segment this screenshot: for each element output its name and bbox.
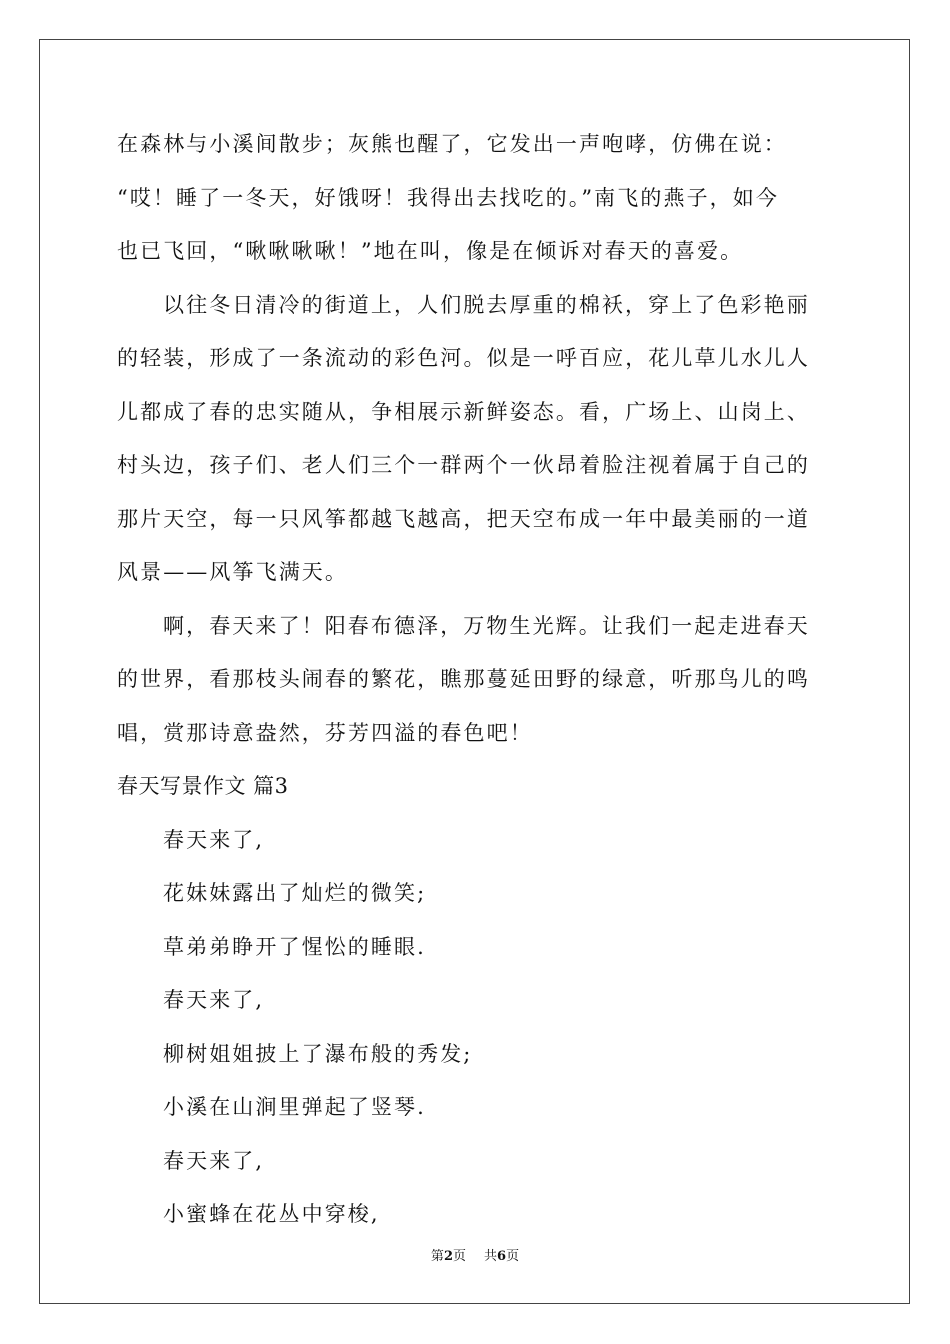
paragraph-line: 唱，赏那诗意盎然，芬芳四溢的春色吧！ [117, 720, 533, 745]
poem-line: 小溪在山涧里弹起了竖琴. [163, 1095, 426, 1119]
paragraph-line: 儿都成了春的忠实随从，争相展示新鲜姿态。看，广场上、山岗上、 [117, 399, 810, 424]
paragraph-line: 的世界，看那枝头闹春的繁花，瞧那蔓延田野的绿意，听那鸟儿的鸣 [117, 667, 810, 691]
poem-line: 春天来了, [163, 827, 265, 852]
page-suffix: 页 [452, 1249, 466, 1264]
document-body [117, 130, 837, 1254]
paragraph-line: 风景——风筝飞满天。 [117, 560, 348, 584]
poem-line: 春天来了, [163, 1148, 265, 1173]
paragraph-line: 以往冬日清冷的街道上，人们脱去厚重的棉袄，穿上了色彩艳丽 [163, 292, 810, 317]
page-prefix: 第 [430, 1249, 444, 1264]
poem-line: 小蜜蜂在花丛中穿梭, [163, 1202, 380, 1226]
page-footer [0, 1249, 950, 1265]
poem-line: 春天来了, [163, 988, 265, 1012]
paragraph-line: 那片天空，每一只风筝都越飞越高，把天空布成一年中最美丽的一道 [117, 506, 810, 531]
poem-line: 柳树姐姐披上了瀑布般的秀发; [163, 1041, 473, 1066]
total-prefix: 共 [484, 1249, 498, 1264]
paragraph-line: 的轻装，形成了一条流动的彩色河。似是一呼百应，花儿草儿水儿人 [117, 346, 810, 370]
total-pages: 6 [497, 1249, 507, 1264]
poem-line: 花妹妹露出了灿烂的微笑; [163, 881, 427, 905]
section-heading: 春天写景作文 篇3 [117, 774, 289, 798]
paragraph-line: 在森林与小溪间散步；灰熊也醒了，它发出一声咆哮，仿佛在说： [117, 132, 787, 156]
page-number: 2 [443, 1249, 453, 1264]
total-suffix: 页 [506, 1249, 520, 1264]
paragraph-line: 村头边，孩子们、老人们三个一群两个一伙昂着脸注视着属于自己的 [117, 453, 810, 477]
poem-line: 草弟弟睁开了惺忪的睡眼. [163, 934, 426, 959]
paragraph-line: 啊，春天来了！阳春布德泽，万物生光辉。让我们一起走进春天 [163, 613, 810, 638]
paragraph-line: 也已飞回，“啾啾啾啾！”地在叫，像是在倾诉对春天的喜爱。 [117, 239, 744, 263]
paragraph-line: “哎！睡了一冬天，好饿呀！我得出去找吃的。”南飞的燕子，如今 [117, 185, 779, 210]
